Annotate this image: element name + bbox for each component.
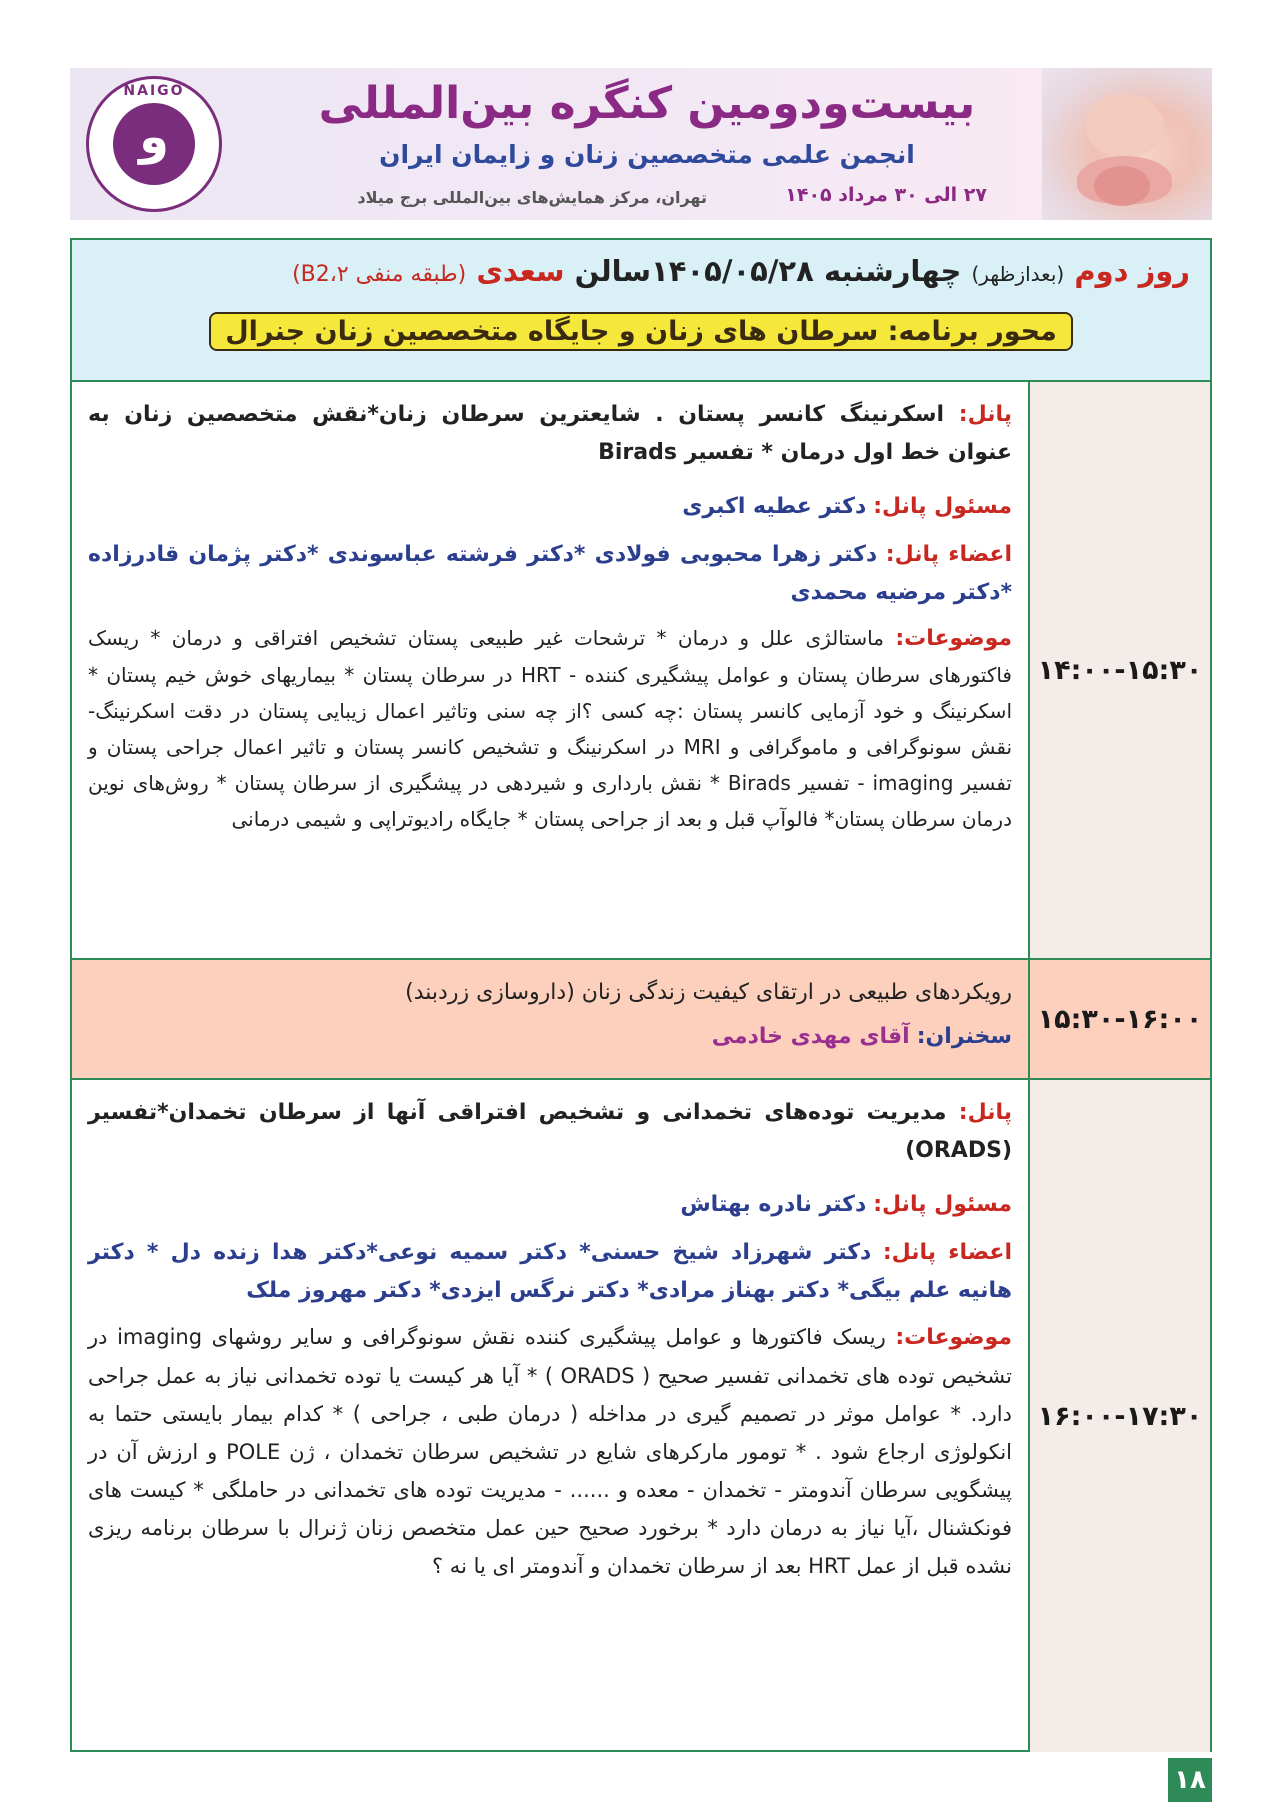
panel-chair: مسئول پانل: دکتر عطیه اکبری	[682, 494, 1012, 519]
session-time: ۱۴:۰۰-۱۵:۳۰	[1028, 382, 1210, 958]
program-axis: محور برنامه: سرطان های زنان و جایگاه متخصصین زنان جنرال	[72, 316, 1210, 347]
day-title: روز دوم (بعدازظهر) چهارشنبه ۱۴۰۵/۰۵/۲۸سالن سعدی (طبقه منفی B2،۲)	[292, 254, 1190, 288]
lecture-body	[72, 960, 1028, 1078]
panel-members: اعضاء پانل: دکتر زهرا محبوبی فولادی *دکتر فرشته عباسوندی *دکتر پژمان قادرزاده *دکتر مرضیه محمدی	[88, 542, 1012, 605]
lecture-title: رویکردهای طبیعی در ارتقای کیفیت زندگی زنان (داروسازی زردبند)	[405, 980, 1012, 1005]
page-number: ۱۸	[1168, 1758, 1212, 1802]
session-row	[72, 382, 1210, 960]
congress-venue: تهران، مرکز همایش‌های بین‌المللی برج میلاد	[357, 188, 707, 207]
panel-title: پانل: اسکرنینگ کانسر پستان . شایعترین سرطان زنان*نقش متخصصین زنان به عنوان خط اول درمان * تفسیر Birads	[88, 402, 1012, 465]
day-header	[72, 240, 1210, 382]
association-name: انجمن علمی متخصصین زنان و زایمان ایران	[379, 140, 915, 169]
session-time: ۱۶:۰۰-۱۷:۳۰	[1028, 1080, 1210, 1752]
session-body	[72, 382, 1028, 958]
naigo-logo: NAIGO و	[86, 76, 222, 212]
panel-members: اعضاء پانل: دکتر شهرزاد شیخ حسنی* دکتر سمیه نوعی*دکتر هدا زنده دل * دکتر هانیه علم بیگی* دکتر بهناز مرادی* دکتر نرگس ایزدی* دکتر مهروز ملک	[88, 1240, 1012, 1303]
congress-title: بیست‌ودومین کنگره بین‌المللی	[318, 78, 976, 129]
panel-chair: مسئول پانل: دکتر نادره بهتاش	[680, 1192, 1012, 1217]
panel-topics: موضوعات: ریسک فاکتورها و عوامل پیشگیری کننده نقش سونوگرافی و سایر روشهای imaging در تشخیص توده های تخمدانی تفسیر صحیح ( ORADS ) * آیا هر کیست یا توده تخمدانی نیاز به عمل جراحی دارد. * عوامل موثر در تصمیم گیری در مداخله ( درمان طبی ، جراحی ) * کدام بیمار بایستی حتما به انکولوژی ارجاع شود . * تومور مارکرهای شایع در تشخیص سرطان تخمدان ، ژن POLE و ارزش آن در پیشگویی سرطان آندومتر - تخمدان - معده و ...... - مدیریت توده های تخمدانی در حاملگی * کیست های فونکشنال ،آیا نیاز به درمان دارد * برخورد صحیح حین عمل متخصص زنان ژنرال با سرطان برنامه ریزی نشده قبل از عمل HRT بعد از سرطان تخمدان و آندومتر ای یا نه ؟	[88, 1325, 1013, 1578]
baby-photo	[1042, 68, 1212, 220]
congress-date: ۲۷ الی ۳۰ مرداد ۱۴۰۵	[785, 184, 987, 206]
lecture-time: ۱۵:۳۰-۱۶:۰۰	[1028, 960, 1210, 1078]
congress-banner	[70, 68, 1212, 220]
panel-title: پانل: مدیریت توده‌های تخمدانی و تشخیص افتراقی آنها از سرطان تخمدان*تفسیر (ORADS)	[88, 1100, 1012, 1163]
session-body	[72, 1080, 1028, 1752]
program-table	[70, 238, 1212, 1752]
session-row	[72, 1080, 1210, 1752]
lecture-row	[72, 960, 1210, 1080]
panel-topics: موضوعات: ماستالژی علل و درمان * ترشحات غیر طبیعی پستان تشخیص افتراقی و درمان * ریسک فاکتورهای سرطان پستان و عوامل پیشگیری کننده - HRT در سرطان پستان * بیماریهای خوش خیم پستان * اسکرنینگ و خود آزمایی کانسر پستان :چه کسی ؟از چه سنی وتاثیر اعمال زیبایی پستان در دقت اسکرنینگ- نقش سونوگرافی و ماموگرافی و MRI در اسکرنینگ و تشخیص کانسر پستان و تاثیر اعمال جراحی پستان و تفسیر imaging - تفسیر Birads * نقش بارداری و شیردهی در پیشگیری از سرطان پستان * روش‌های نوین درمان سرطان پستان* فالوآپ قبل و بعد از جراحی پستان * جایگاه رادیوتراپی و شیمی درمانی	[88, 626, 1013, 831]
lecture-speaker: سخنران: آقای مهدی خادمی	[711, 1024, 1012, 1049]
